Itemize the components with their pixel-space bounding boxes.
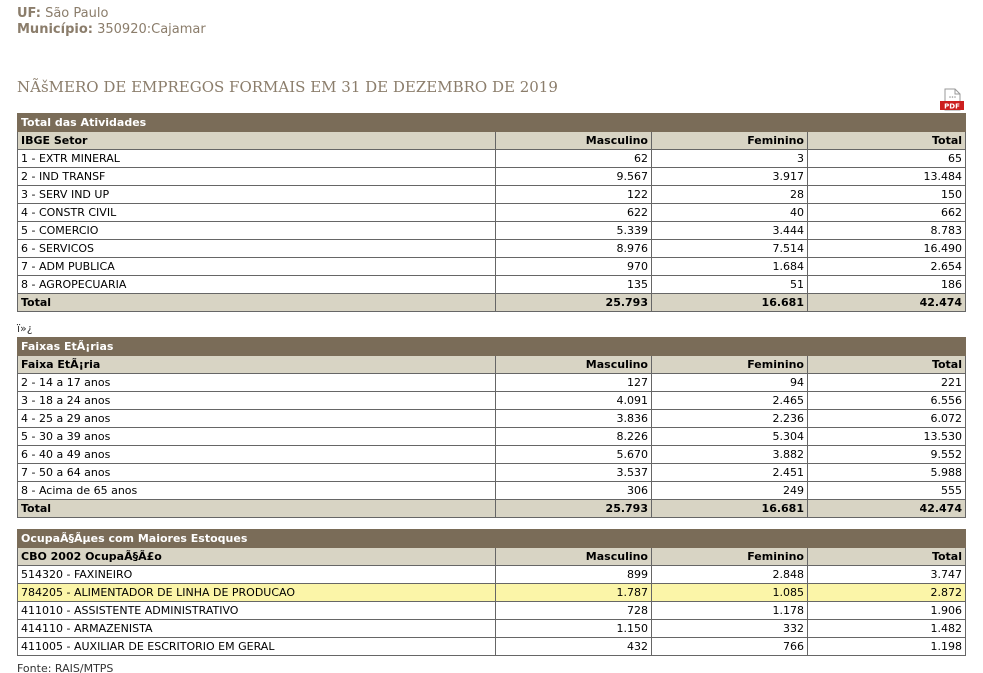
row-label: 8 - Acima de 65 anos [18, 482, 496, 500]
col-header-masculino: Masculino [496, 548, 652, 566]
cell-total: 2.872 [808, 584, 966, 602]
cell-feminino: 3.882 [652, 446, 808, 464]
cell-feminino: 51 [652, 276, 808, 294]
cell-total: 16.490 [808, 240, 966, 258]
cell-feminino: 94 [652, 374, 808, 392]
cell-total: 1.482 [808, 620, 966, 638]
cell-total: 6.072 [808, 410, 966, 428]
col-header-faixa: Faixa EtÃ¡ria [18, 356, 496, 374]
total-total: 42.474 [808, 294, 966, 312]
table-row [18, 222, 966, 240]
row-label: 1 - EXTR MINERAL [18, 150, 496, 168]
uf-line [17, 6, 206, 22]
cell-feminino: 28 [652, 186, 808, 204]
cell-feminino: 2.451 [652, 464, 808, 482]
col-header-setor: IBGE Setor [18, 132, 496, 150]
table-row [18, 446, 966, 464]
municipio-line [17, 22, 206, 38]
uf-label: UF: [17, 6, 41, 21]
total-feminino: 16.681 [652, 294, 808, 312]
col-header-masculino: Masculino [496, 132, 652, 150]
cell-total: 1.906 [808, 602, 966, 620]
cell-feminino: 40 [652, 204, 808, 222]
row-label: 7 - 50 a 64 anos [18, 464, 496, 482]
cell-masculino: 62 [496, 150, 652, 168]
table-row [18, 638, 966, 656]
total-label: Total [18, 500, 496, 518]
cell-masculino: 899 [496, 566, 652, 584]
table-faixas-etarias [17, 337, 966, 518]
location-info [17, 6, 206, 38]
cell-total: 555 [808, 482, 966, 500]
cell-total: 186 [808, 276, 966, 294]
row-label: 2 - IND TRANSF [18, 168, 496, 186]
column-header-row [18, 132, 966, 150]
table-ocupacoes [17, 529, 966, 656]
cell-masculino: 122 [496, 186, 652, 204]
row-label: 784205 - ALIMENTADOR DE LINHA DE PRODUCAO [18, 584, 496, 602]
section-title: Faixas EtÃ¡rias [18, 338, 966, 356]
cell-total: 3.747 [808, 566, 966, 584]
cell-masculino: 9.567 [496, 168, 652, 186]
uf-value: São Paulo [45, 6, 109, 21]
row-label: 8 - AGROPECUARIA [18, 276, 496, 294]
table-row [18, 392, 966, 410]
table-row [18, 428, 966, 446]
cell-total: 1.198 [808, 638, 966, 656]
cell-masculino: 432 [496, 638, 652, 656]
total-masculino: 25.793 [496, 294, 652, 312]
cell-total: 65 [808, 150, 966, 168]
table-row [18, 168, 966, 186]
cell-total: 2.654 [808, 258, 966, 276]
source-footnote: Fonte: RAIS/MTPS [17, 662, 114, 673]
table-row [18, 276, 966, 294]
section-header-row [18, 114, 966, 132]
cell-masculino: 970 [496, 258, 652, 276]
pdf-file-icon[interactable] [940, 88, 964, 112]
row-label: 6 - SERVICOS [18, 240, 496, 258]
cell-feminino: 2.236 [652, 410, 808, 428]
cell-total: 6.556 [808, 392, 966, 410]
table-row [18, 602, 966, 620]
cell-feminino: 1.178 [652, 602, 808, 620]
table-row [18, 410, 966, 428]
municipio-label: Município: [17, 22, 93, 37]
cell-total: 13.530 [808, 428, 966, 446]
column-header-row [18, 548, 966, 566]
total-row [18, 294, 966, 312]
row-label: 5 - 30 a 39 anos [18, 428, 496, 446]
cell-feminino: 3.444 [652, 222, 808, 240]
municipio-value: 350920:Cajamar [97, 22, 206, 37]
cell-feminino: 3.917 [652, 168, 808, 186]
row-label: 3 - SERV IND UP [18, 186, 496, 204]
cell-masculino: 306 [496, 482, 652, 500]
table-row-highlighted[interactable] [18, 584, 966, 602]
col-header-total: Total [808, 356, 966, 374]
column-header-row [18, 356, 966, 374]
cell-masculino: 8.226 [496, 428, 652, 446]
page-title: NÃšMERO DE EMPREGOS FORMAIS EM 31 DE DEZEMBRO DE 2019 [17, 78, 558, 96]
cell-feminino: 3 [652, 150, 808, 168]
row-label: 5 - COMERCIO [18, 222, 496, 240]
row-label: 514320 - FAXINEIRO [18, 566, 496, 584]
table-row [18, 464, 966, 482]
total-feminino: 16.681 [652, 500, 808, 518]
cell-feminino: 766 [652, 638, 808, 656]
cell-feminino: 249 [652, 482, 808, 500]
cell-masculino: 5.670 [496, 446, 652, 464]
row-label: 414110 - ARMAZENISTA [18, 620, 496, 638]
cell-masculino: 1.787 [496, 584, 652, 602]
cell-feminino: 7.514 [652, 240, 808, 258]
cell-masculino: 8.976 [496, 240, 652, 258]
total-label: Total [18, 294, 496, 312]
table-row [18, 566, 966, 584]
cell-masculino: 127 [496, 374, 652, 392]
col-header-total: Total [808, 132, 966, 150]
cell-feminino: 5.304 [652, 428, 808, 446]
table-row [18, 482, 966, 500]
pdf-icon-label: PDF [944, 102, 960, 111]
row-label: 4 - 25 a 29 anos [18, 410, 496, 428]
col-header-feminino: Feminino [652, 548, 808, 566]
section-header-row [18, 338, 966, 356]
row-label: 3 - 18 a 24 anos [18, 392, 496, 410]
section-title: OcupaÃ§Ãµes com Maiores Estoques [18, 530, 966, 548]
cell-masculino: 728 [496, 602, 652, 620]
col-header-masculino: Masculino [496, 356, 652, 374]
row-label: 2 - 14 a 17 anos [18, 374, 496, 392]
total-masculino: 25.793 [496, 500, 652, 518]
cell-feminino: 2.465 [652, 392, 808, 410]
cell-total: 8.783 [808, 222, 966, 240]
row-label: 7 - ADM PUBLICA [18, 258, 496, 276]
cell-total: 13.484 [808, 168, 966, 186]
table-row [18, 204, 966, 222]
cell-masculino: 3.836 [496, 410, 652, 428]
cell-masculino: 4.091 [496, 392, 652, 410]
table-total-atividades [17, 113, 966, 312]
table-row [18, 240, 966, 258]
col-header-feminino: Feminino [652, 356, 808, 374]
table-row [18, 374, 966, 392]
cell-feminino: 1.085 [652, 584, 808, 602]
cell-masculino: 5.339 [496, 222, 652, 240]
col-header-feminino: Feminino [652, 132, 808, 150]
section-title: Total das Atividades [18, 114, 966, 132]
cell-total: 662 [808, 204, 966, 222]
table-row [18, 620, 966, 638]
cell-total: 221 [808, 374, 966, 392]
table-row [18, 258, 966, 276]
cell-feminino: 332 [652, 620, 808, 638]
cell-total: 9.552 [808, 446, 966, 464]
total-total: 42.474 [808, 500, 966, 518]
table-row [18, 150, 966, 168]
total-row [18, 500, 966, 518]
cell-masculino: 135 [496, 276, 652, 294]
col-header-cbo: CBO 2002 OcupaÃ§Ã£o [18, 548, 496, 566]
row-label: 411010 - ASSISTENTE ADMINISTRATIVO [18, 602, 496, 620]
table-row [18, 186, 966, 204]
cell-masculino: 622 [496, 204, 652, 222]
cell-feminino: 2.848 [652, 566, 808, 584]
section-header-row [18, 530, 966, 548]
row-label: 6 - 40 a 49 anos [18, 446, 496, 464]
cell-total: 5.988 [808, 464, 966, 482]
row-label: 411005 - AUXILIAR DE ESCRITORIO EM GERAL [18, 638, 496, 656]
encoding-artifact-text: ï»¿ [17, 322, 33, 335]
row-label: 4 - CONSTR CIVIL [18, 204, 496, 222]
cell-masculino: 3.537 [496, 464, 652, 482]
col-header-total: Total [808, 548, 966, 566]
cell-masculino: 1.150 [496, 620, 652, 638]
cell-total: 150 [808, 186, 966, 204]
cell-feminino: 1.684 [652, 258, 808, 276]
